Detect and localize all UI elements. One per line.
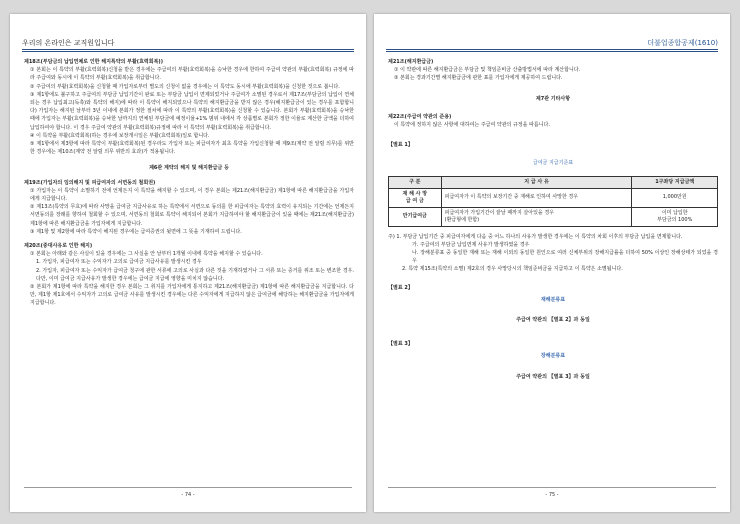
table-row bbox=[389, 207, 718, 226]
header-rule bbox=[22, 49, 354, 50]
article-20-item-1: 1. 가입자, 피급여자 또는 수익자가 고의로 급여금 지급사유를 발생시킨 경우 bbox=[36, 259, 202, 266]
article-18-para-5: ⑤ 제1항에서 제3항에 따라 특약이 부활(효력회복)된 경우라도 가입자 또는 피급여자가 최초 특약을 가입신청할 때 제9조(계약 전 알릴 의무)를 위반한 경우에는 제10조(계약 전 알릴 의무 위반의 효과)가 적용됩니다. bbox=[30, 141, 354, 156]
annex-2-text: 주급여 약관의 【별표 2】과 동일 bbox=[516, 317, 590, 324]
header-title: 우리의 온라인은 교직원입니다 bbox=[22, 39, 115, 47]
annex-3-label: 【별표 3】 bbox=[388, 341, 413, 348]
header-rule-thin bbox=[386, 51, 718, 52]
article-18-title: 제18조(부담금의 납입연체로 인한 해지특약의 부활(효력회복)) bbox=[24, 59, 163, 65]
note-1-a: 가. 주급여의 부담금 납입면제 사유가 발생하였을 경우 bbox=[412, 241, 530, 248]
table-cell-amount: 1,000만원 bbox=[632, 188, 718, 207]
page-body bbox=[24, 56, 354, 308]
article-21-para-1: ① 이 약관에 따른 해지환급금은 부담금 및 책임준비금 산출방법서에 따라 계산합니다. bbox=[394, 67, 581, 74]
note-1-b: 나. 장해분류표 중 동일한 재해 또는 재해 이외의 동일한 원인으로 여러 신체부위의 장해지급률을 더하여 50% 이상인 장해상태가 되었을 경우 bbox=[412, 250, 718, 265]
note-1: 주) 1. 부담금 납입기간 중 피급여자에게 다음 중 어느 하나의 사유가 발생한 경우에는 이 특약의 차회 이후의 부담금 납입을 면제합니다. bbox=[388, 233, 683, 240]
page-number: - 74 - bbox=[181, 492, 195, 498]
table-cell-reason: 피급여자가 가입기간이 끝날 때까지 살아있을 경우 (환급형에 한함) bbox=[441, 207, 632, 226]
page-number: - 75 - bbox=[545, 492, 559, 498]
right-page bbox=[374, 14, 730, 512]
footer-rule bbox=[24, 487, 352, 488]
table-cell-reason: 피급여자가 이 특약의 보장기간 중 재해로 인하여 사망한 경우 bbox=[441, 188, 632, 207]
table-cell-amount: 이미 납입한 부담금의 100% bbox=[632, 207, 718, 226]
article-18-para-2: ② 주급여의 부활(효력회복)을 신청할 때 가입자로부터 별도의 신청이 없을 경우에는 이 특약도 동시에 부활(효력회복)을 신청한 것으로 봅니다. bbox=[30, 83, 340, 90]
article-19-para-3: ③ 제1항 및 제2항에 따라 특약이 해지된 경우에는 급여증권의 뒷면에 그 뜻을 기재하여 드립니다. bbox=[30, 228, 242, 235]
table-header-reason: 지 급 사 유 bbox=[441, 176, 632, 188]
article-18-para-1: ① 본회는 이 특약의 부활(효력회복)신청을 받은 경우에는 주급여의 부활(효력회복)을 승낙한 경우에 한하여 주급여 약관의 부활(효력회복) 규정에 따라 주급여와 동시에 이 특약의 부활(효력회복)을 취급합니다. bbox=[30, 67, 354, 82]
benefit-table bbox=[388, 176, 718, 227]
table-header-category: 구 분 bbox=[389, 176, 442, 188]
annex-2-title: 재해분류표 bbox=[540, 296, 566, 303]
left-page bbox=[10, 14, 366, 512]
article-21-para-2: ② 본회는 경과기간별 해지환급금에 관한 표를 가입자에게 제공하여 드립니다. bbox=[394, 75, 563, 82]
article-20-item-2: 2. 가입자, 피급여자 또는 수익자가 급여금 청구에 관한 서류에 고의로 사실과 다른 것을 기재하였거나 그 서류 또는 증거를 위조 또는 변조한 경우. 다만, 이미 급여금 지급사유가 발생한 경우에는 급여금 지급에 영향을 미치지 않습니다. bbox=[36, 267, 354, 282]
article-19-para-2: ② 제13조(특약의 무효)에 따라 사망을 급여금 지급사유로 하는 특약에서 서면으로 동의를 한 피급여자는 특약의 효력이 유지되는 기간에는 언제든지 서면동의를 장래를 향하여 철회할 수 있으며, 서면동의 철회로 특약이 해지되어 본회가 지급하여야 할 해지환급금이 있을 때에는 제21조(해지환급금) 제1항에 따른 해지환급금을 가입자에게 지급합니다. bbox=[30, 204, 354, 227]
page-header bbox=[386, 36, 718, 50]
annex-1-title: 급여금 지급기준표 bbox=[532, 160, 574, 167]
footer-rule bbox=[388, 487, 716, 488]
article-18-para-4: ④ 이 특약을 부활(효력회복)하는 경우에 보장개시일은 부활(효력회복)일로 합니다. bbox=[30, 132, 210, 139]
article-20-title: 제20조(중대사유로 인한 해지) bbox=[24, 243, 93, 250]
article-19-title: 제19조(가입자의 임의해지 및 피급여자의 서면동의 철회권) bbox=[24, 179, 156, 186]
chapter-7-title: 제7관 기타사항 bbox=[535, 95, 571, 102]
table-row bbox=[389, 188, 718, 207]
article-20-para-1: ① 본회는 아래와 같은 사실이 있을 경우에는 그 사실을 안 날부터 1개월 이내에 특약을 해지할 수 있습니다. bbox=[30, 251, 263, 258]
article-20-para-2: ② 본회가 제1항에 따라 특약을 해지한 경우 본회는 그 취지를 가입자에게 통지하고 제21조(해지환급금) 제1항에 따른 해지환급금을 지급합니다. 다만, 제1항 제1호에서 수익자가 고의로 급여금 사유를 발생시킨 경우에는 다른 수익자에게 지급하지 않은 급여금에 해당하는 해지환급금을 가입자에게 지급합니다. bbox=[30, 284, 354, 307]
article-18-para-3: ③ 제1항에도 불구하고 주급여의 부담금 납입기간이 완료 또는 부담금 납입이 면제되었거나 주급여가 소멸된 경우로서 제17조(부담금의 납입이 연체되는 경우 납입최고(독촉)와 특약의 해지)에 따라 이 특약이 해지되었으나 특약의 해지환급금을 받지 않은 경우(해지환급금이 있는 경우를 포함합니다) 가입자는 해지된 날부터 3년 이내에 본회가 정한 절차에 따라 이 특약의 부활(효력회복)을 신청할 수 있습니다. 본회가 부활(효력회복)을 승낙한 때에 가입자는 부활(효력회복)을 승낙한 날까지의 연체된 부담금에 예정이율+1% 범위 내에서 각 상품별로 본회가 정한 이율로 계산한 금액을 더하여 납입하여야 합니다. 이 경우 주급여 약관의 부활(효력회복)규정에 따라 이 특약의 부활(효력회복)을 취급합니다. bbox=[30, 91, 354, 131]
page-body bbox=[388, 56, 718, 381]
annex-1-label: 【별표 1】 bbox=[388, 142, 413, 149]
table-cell-category: 만기급여금 bbox=[389, 207, 442, 226]
annex-3-text: 주급여 약관의 【별표 3】과 동일 bbox=[516, 373, 590, 380]
annex-3-title: 장해분류표 bbox=[540, 353, 566, 360]
page-header bbox=[22, 36, 354, 50]
article-22-para-1: 이 특약에 정하지 않은 사항에 대하여는 주급여 약관의 규정을 따릅니다. bbox=[394, 122, 550, 129]
header-brand: 더불업종합공제(1610) bbox=[647, 39, 718, 47]
article-21-title: 제21조(해지환급금) bbox=[388, 59, 434, 65]
article-19-para-1: ① 가입자는 이 특약이 소멸하기 전에 언제든지 이 특약을 해지할 수 있으며, 이 경우 본회는 제21조(해지환급금) 제1항에 따른 해지환급금을 가입자에게 지급합니다. bbox=[30, 187, 354, 203]
table-header-amount: 1구좌당 지급금액 bbox=[632, 176, 718, 188]
header-rule bbox=[386, 49, 718, 50]
annex-2-label: 【별표 2】 bbox=[388, 284, 413, 291]
note-2: 2. 특약 제15조(특약의 소멸) 제2호의 경우 사망당시의 책임준비금을 지급하고 이 특약은 소멸됩니다. bbox=[402, 266, 623, 273]
article-22-title: 제22조(주급여 약관의 준용) bbox=[388, 113, 452, 120]
section-6-title: 제6관 계약의 해지 및 해지환급금 등 bbox=[149, 165, 229, 172]
table-cell-category: 재 해 사 망 급 여 금 bbox=[389, 188, 442, 207]
header-rule-thin bbox=[22, 51, 354, 52]
